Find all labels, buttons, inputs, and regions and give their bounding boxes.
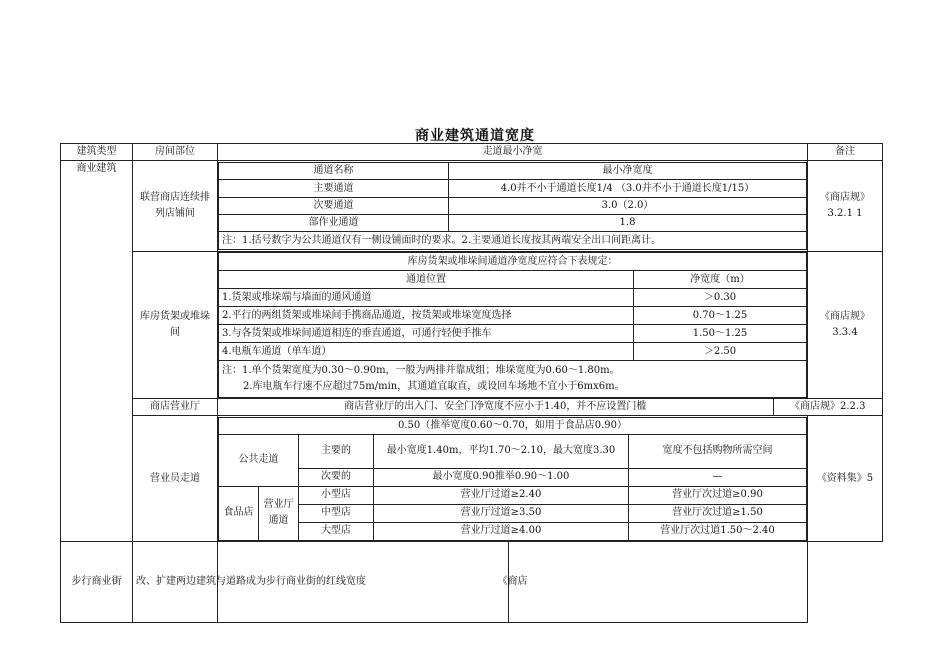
hall-aisle-width: 营业厅过道≥2.40: [374, 486, 629, 504]
section2-intro: 库房货架或堆垛间通道净宽度应符合下表规定：: [219, 253, 807, 271]
ref-cell: 《商店规》3.3.4: [808, 252, 883, 399]
main-aisle-label: 主要的: [299, 434, 374, 468]
table-header-row: [61, 144, 883, 161]
secondary-aisle-note: —: [629, 468, 807, 486]
hall-aisle-width: 营业厅过道≥3.50: [374, 504, 629, 522]
section2-content: [218, 252, 808, 399]
section-row: [61, 399, 883, 416]
position-cell: 4.电瓶车通道（单车道）: [219, 343, 634, 361]
position-cell: 2.平行的两组货架或堆垛间手携商品通道，按货架或堆垛宽度选择: [219, 307, 634, 325]
section3-content: [218, 399, 883, 416]
ref-cell: 《商店规》2.2.3: [773, 399, 882, 415]
sub-aisle-width: 营业厅次过道≥1.50: [629, 504, 807, 522]
room-cell: 营业员走道: [133, 416, 218, 542]
width-cell: ＞2.50: [634, 343, 807, 361]
section5-text: 改、扩建两边建筑与道路成为步行商业街的红线宽度: [136, 576, 366, 587]
header-building-type: 建筑类型: [61, 144, 133, 161]
main-aisle-text: 最小宽度1.40m，平均1.70～2.10，最大宽度3.30: [374, 434, 629, 468]
section-row: [61, 542, 883, 623]
header-min-width: 走道最小净宽: [218, 144, 808, 161]
room-cell: 商店营业厅: [133, 399, 218, 416]
main-aisle-note: 宽度不包括购物所需空间: [629, 434, 807, 468]
table-row: [219, 307, 807, 325]
passage-name: 主要通道: [219, 180, 449, 198]
table-row: [219, 522, 807, 540]
width-cell: 1.50～1.25: [634, 325, 807, 343]
document-title: 商业建筑通道宽度: [415, 128, 535, 144]
hall-aisle-label: 营业厅通道: [259, 486, 299, 540]
store-size: 小型店: [299, 486, 374, 504]
section1-content: [218, 161, 808, 252]
passage-width: 4.0并不小于通道长度1/4 （3.0并不小于通道长度1/15）: [449, 180, 807, 198]
col-width-header: 净宽度（m）: [634, 271, 807, 289]
position-cell: 3.与各货架或堆垛间通道相连的垂直通道，可通行轻便手推车: [219, 325, 634, 343]
passage-name: 部作业通道: [219, 215, 449, 232]
note-line: 注：1.单个货架宽度为0.30～0.90m，一般为两排并靠成组；堆垛宽度为0.60～1.80m。: [222, 365, 620, 376]
sub-aisle-width: 营业厅次过道1.50～2.40: [629, 522, 807, 540]
section2-notes: [219, 361, 807, 398]
table-row: [219, 325, 807, 343]
width-cell: 0.70～1.25: [634, 307, 807, 325]
room-cell: 库房货架或堆垛间: [133, 252, 218, 399]
food-store-label: 食品店: [219, 486, 259, 540]
passage-width: 1.8: [449, 215, 807, 232]
note-line: 2.库电瓶车行速不应超过75m/min，其通道宜取直，或设回车场地不宜小于6mx6m。: [243, 381, 625, 392]
store-size: 大型店: [299, 522, 374, 540]
section-row: [61, 416, 883, 542]
room-cell: 步行商业街: [61, 542, 133, 623]
table-row: [219, 198, 807, 215]
sub-aisle-width: 营业厅次过道≥0.90: [629, 486, 807, 504]
col-position-header: 通道位置: [219, 271, 634, 289]
passage-width: 3.0（2.0）: [449, 198, 807, 215]
section4-top: 0.50（推举宽度0.60～0.70，如用于食品店0.90）: [219, 417, 807, 434]
ref-cell: 《资料集》5: [808, 416, 883, 542]
section-row: [61, 161, 883, 252]
header-room: 房间部位: [133, 144, 218, 161]
secondary-aisle-text: 最小宽度0.90推举0.90～1.00: [374, 468, 629, 486]
corridor-width-table: [60, 143, 883, 623]
ref-cell: 《商店: [218, 542, 808, 623]
section1-note: 注：1.括号数字为公共通道仅有一侧设铺面时的要求。2.主要通道长度按其两端安全出口间距离计。: [219, 232, 807, 250]
hall-aisle-width: 营业厅过道≥4.00: [374, 522, 629, 540]
store-size: 中型店: [299, 504, 374, 522]
position-cell: 1.货架或堆垛端与墙面的通风通道: [219, 289, 634, 307]
section4-content: [218, 416, 808, 542]
table-row: [219, 289, 807, 307]
building-type-cell: 商业建筑: [61, 161, 133, 542]
header-note: 备注: [808, 144, 883, 161]
passage-name: 次要通道: [219, 198, 449, 215]
col-width-header: 最小净宽度: [449, 163, 807, 180]
section5-content: [133, 542, 366, 623]
room-cell: 联营商店连续排列店铺间: [133, 161, 218, 252]
secondary-aisle-label: 次要的: [299, 468, 374, 486]
public-aisle-label: 公共走道: [219, 434, 299, 486]
table-row: [219, 486, 807, 504]
table-row: [219, 504, 807, 522]
table-row: [219, 343, 807, 361]
table-row: [219, 180, 807, 198]
col-name-header: 通道名称: [219, 163, 449, 180]
width-cell: ＞0.30: [634, 289, 807, 307]
section-row: [61, 252, 883, 399]
ref-cell: 《商店规》3.2.1 1: [808, 161, 883, 252]
table-row: [219, 215, 807, 232]
section3-text: 商店营业厅的出入门、安全门净宽度不应小于1.40，并不应设置门槛: [344, 401, 647, 412]
